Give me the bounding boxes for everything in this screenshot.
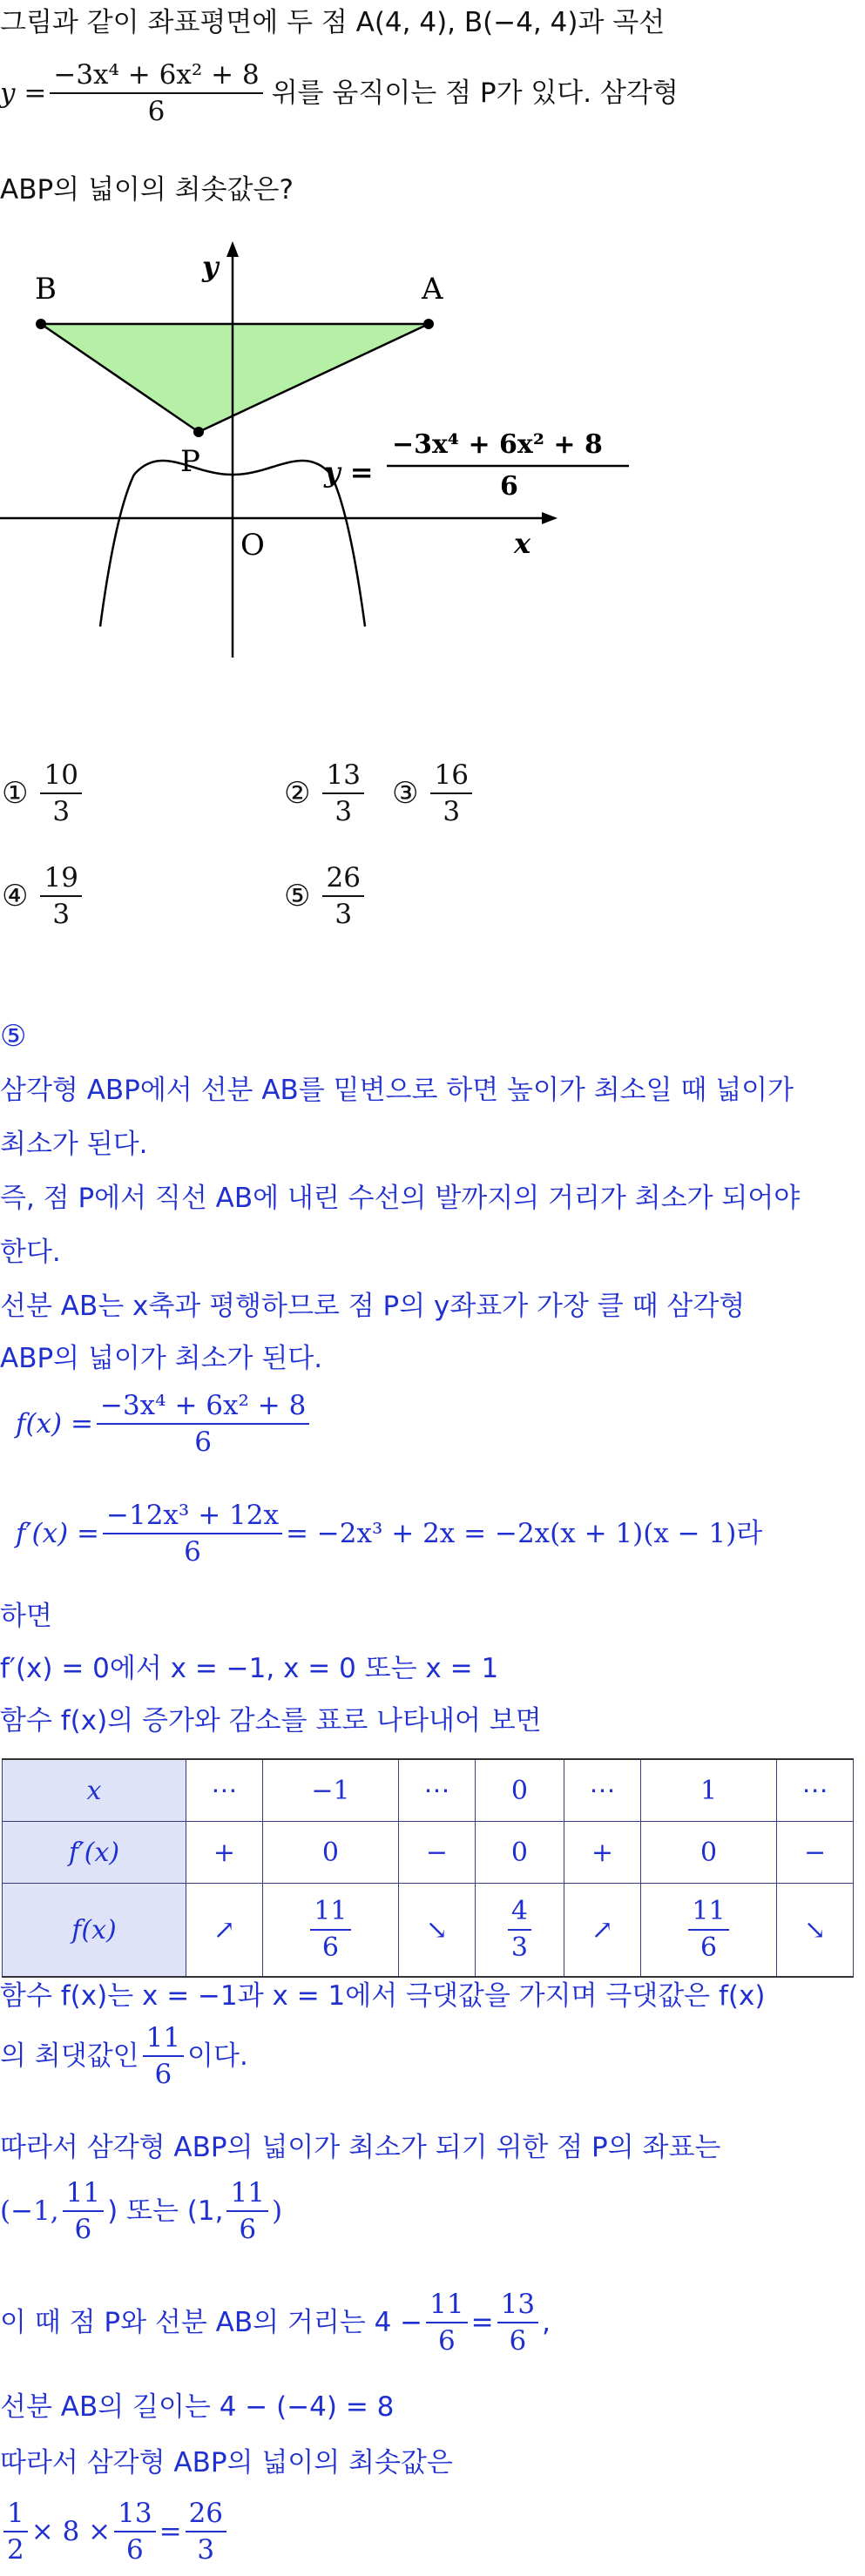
figure-eq-num: −3x⁴ + 6x² + 8 (392, 429, 603, 460)
table-value-den: 3 (510, 1932, 529, 1963)
f-lhs: f(x) = (16, 1408, 93, 1440)
table-value-den: 6 (321, 1932, 339, 1963)
choice-5-num: 26 (322, 862, 363, 897)
dist-den-1: 6 (438, 2325, 456, 2357)
table-value-num: 11 (688, 1896, 728, 1931)
table-cell-arrow: ↘ (777, 1884, 854, 1978)
choice-5-marker: ⑤ (284, 879, 311, 914)
fprime-definition (16, 1500, 762, 1568)
table-value-num: 11 (310, 1896, 350, 1931)
area-frac-2 (114, 2498, 155, 2566)
problem-line-1: 그림과 같이 좌표평면에 두 점 A(4, 4), B(−4, 4)과 곡선 (0, 7, 666, 38)
table-cell-value (475, 1884, 564, 1978)
table-cell: 0 (262, 1822, 398, 1884)
f-den: 6 (194, 1426, 213, 1458)
solution-line-1: 삼각형 ABP에서 선분 AB를 밑변으로 하면 높이가 최소일 때 넓이가 (0, 1075, 794, 1106)
solution-line-16: 따라서 삼각형 ABP의 넓이의 최솟값은 (0, 2447, 453, 2478)
choice-3-den: 3 (443, 796, 461, 827)
table-row-x (3, 1759, 854, 1822)
max-text-a: 의 최댓값인 (0, 2040, 139, 2072)
table-cell: + (186, 1822, 263, 1884)
solution-line-9: 함수 f(x)의 증가와 감소를 표로 나타내어 보면 (0, 1705, 542, 1736)
choice-2-den: 3 (335, 796, 353, 827)
max-fraction (143, 2022, 184, 2090)
solution-line-15: 선분 AB의 길이는 4 − (−4) = 8 (0, 2391, 395, 2423)
solution-line-14 (0, 2289, 551, 2357)
solution-line-12: 따라서 삼각형 ABP의 넓이가 최소가 되기 위한 점 P의 좌표는 (0, 2132, 721, 2163)
solution-line-4: 한다. (0, 1237, 61, 1268)
solution-line-7: 하면 (0, 1601, 52, 1632)
f-fraction (97, 1390, 309, 1458)
p-or: ) 또는 (1, (107, 2195, 224, 2227)
max-num: 11 (143, 2022, 184, 2057)
choice-4-den: 3 (52, 899, 71, 930)
problem-figure (0, 231, 865, 684)
dist-num-1: 11 (426, 2289, 467, 2323)
y-axis-arrow (226, 241, 239, 257)
max-text-b: 이다. (187, 2040, 248, 2072)
table-cell-value (640, 1884, 776, 1978)
choice-2-num: 13 (322, 759, 363, 794)
table-row-f (3, 1884, 854, 1978)
table-cell-arrow: ↘ (399, 1884, 476, 1978)
dist-end: , (542, 2307, 551, 2338)
table-cell: 0 (475, 1822, 564, 1884)
choice-3-num: 16 (430, 759, 471, 794)
solution-line-11 (0, 2022, 248, 2090)
p2-fraction (226, 2177, 267, 2245)
choice-3-fraction (430, 759, 471, 827)
label-x: x (514, 527, 531, 560)
choice-4-fraction (40, 862, 81, 930)
area-num-1: 1 (3, 2498, 28, 2532)
dist-num-2: 13 (497, 2289, 538, 2323)
fprime-den: 6 (184, 1536, 201, 1568)
point-B (36, 319, 46, 329)
dist-frac-1 (426, 2289, 467, 2357)
solution-line-5: 선분 AB는 x축과 평행하므로 점 P의 y좌표가 가장 클 때 삼각형 (0, 1291, 746, 1322)
label-B: B (35, 272, 57, 307)
choice-1[interactable] (2, 759, 85, 827)
label-A: A (422, 272, 443, 307)
table-cell-value (262, 1884, 398, 1978)
solution-line-10: 함수 f(x)는 x = −1과 x = 1에서 극댓값을 가지며 극댓값은 f(x) (0, 1980, 766, 2012)
p1-open: (−1, (0, 2195, 59, 2227)
table-header-fprime: f′(x) (3, 1822, 186, 1884)
table-header-x: x (3, 1759, 186, 1822)
dist-den-2: 6 (509, 2325, 527, 2357)
table-cell: ⋯ (186, 1759, 263, 1822)
choice-5-fraction (322, 862, 363, 930)
x-axis-arrow (542, 512, 558, 524)
choice-5-den: 3 (335, 899, 353, 930)
area-num-3: 26 (186, 2498, 226, 2532)
problem-line-3: ABP의 넓이의 최솟값은? (0, 174, 294, 206)
area-den-1: 2 (7, 2534, 24, 2566)
table-cell: 0 (640, 1822, 776, 1884)
figure-eq-lhs: y = (324, 455, 374, 489)
answer-marker: ⑤ (0, 1019, 27, 1054)
choice-4-num: 19 (40, 862, 81, 897)
curve-fraction (50, 59, 262, 127)
curve-lhs: y = (0, 78, 47, 109)
area-eq: = (159, 2516, 182, 2547)
area-den-3: 3 (197, 2534, 215, 2566)
point-P (193, 427, 204, 437)
choice-2-marker: ② (284, 776, 311, 811)
increase-decrease-table (2, 1758, 854, 1978)
fprime-fraction (103, 1500, 282, 1568)
fprime-lhs: f′(x) = (16, 1518, 100, 1549)
solution-line-3: 즉, 점 P에서 직선 AB에 내린 수선의 발까지의 거리가 최소가 되어야 (0, 1183, 801, 1214)
area-den-2: 6 (125, 2534, 144, 2566)
table-cell: ⋯ (564, 1759, 641, 1822)
choice-1-den: 3 (52, 796, 71, 827)
point-A (423, 319, 434, 329)
solution-line-17 (0, 2498, 230, 2566)
solution-line-6: ABP의 넓이가 최소가 된다. (0, 1343, 323, 1374)
problem-line-2-text: 위를 움직이는 점 P가 있다. 삼각형 (271, 78, 679, 109)
choice-1-marker: ① (2, 776, 29, 811)
solution-line-2: 최소가 된다. (0, 1129, 148, 1160)
choice-2-fraction (322, 759, 363, 827)
table-cell: − (399, 1822, 476, 1884)
table-cell: ⋯ (777, 1759, 854, 1822)
choice-1-num: 10 (40, 759, 81, 794)
table-value-den: 6 (699, 1932, 718, 1963)
table-header-f: f(x) (3, 1884, 186, 1978)
table-cell: + (564, 1822, 641, 1884)
triangle-ABP (41, 324, 429, 432)
table-cell-arrow: ↗ (564, 1884, 641, 1978)
area-frac-1 (3, 2498, 28, 2566)
area-num-2: 13 (114, 2498, 155, 2532)
f-definition (16, 1390, 313, 1458)
solution-line-13 (0, 2177, 282, 2245)
table-cell: −1 (262, 1759, 398, 1822)
table-row-fprime (3, 1822, 854, 1884)
max-den: 6 (154, 2059, 172, 2090)
curve-numerator: −3x⁴ + 6x² + 8 (50, 59, 262, 94)
choice-4-marker: ④ (2, 879, 29, 914)
fprime-rest: = −2x³ + 2x = −2x(x + 1)(x − 1)라 (285, 1518, 763, 1549)
solution-line-8: f′(x) = 0에서 x = −1, x = 0 또는 x = 1 (0, 1653, 499, 1684)
area-frac-3 (186, 2498, 226, 2566)
figure-eq-den: 6 (500, 471, 518, 502)
table-cell-arrow: ↗ (186, 1884, 263, 1978)
table-cell: ⋯ (399, 1759, 476, 1822)
problem-line-2 (0, 59, 679, 127)
dist-frac-2 (497, 2289, 538, 2357)
table-cell: 0 (475, 1759, 564, 1822)
fprime-num: −12x³ + 12x (103, 1500, 282, 1534)
label-O: O (240, 528, 265, 563)
choice-3[interactable] (392, 759, 476, 827)
f-num: −3x⁴ + 6x² + 8 (97, 1390, 309, 1425)
p1-num: 11 (63, 2177, 104, 2212)
p1-den: 6 (74, 2214, 92, 2245)
choice-3-marker: ③ (392, 776, 419, 811)
curve-denominator: 6 (147, 96, 166, 127)
table-cell: 1 (640, 1759, 776, 1822)
p1-fraction (63, 2177, 104, 2245)
choice-1-fraction (40, 759, 81, 827)
table-value-num: 4 (508, 1896, 531, 1931)
choice-5[interactable] (284, 862, 368, 930)
choice-2[interactable] (284, 759, 368, 827)
table-cell: − (777, 1822, 854, 1884)
area-mid: × 8 × (30, 2516, 112, 2547)
label-P: P (180, 444, 200, 479)
label-y: y (202, 250, 219, 283)
dist-text: 이 때 점 P와 선분 AB의 거리는 4 − (0, 2307, 423, 2338)
dist-eq: = (470, 2307, 494, 2338)
choice-4[interactable] (2, 862, 85, 930)
p2-close: ) (271, 2195, 283, 2227)
p2-den: 6 (239, 2214, 257, 2245)
p2-num: 11 (226, 2177, 267, 2212)
